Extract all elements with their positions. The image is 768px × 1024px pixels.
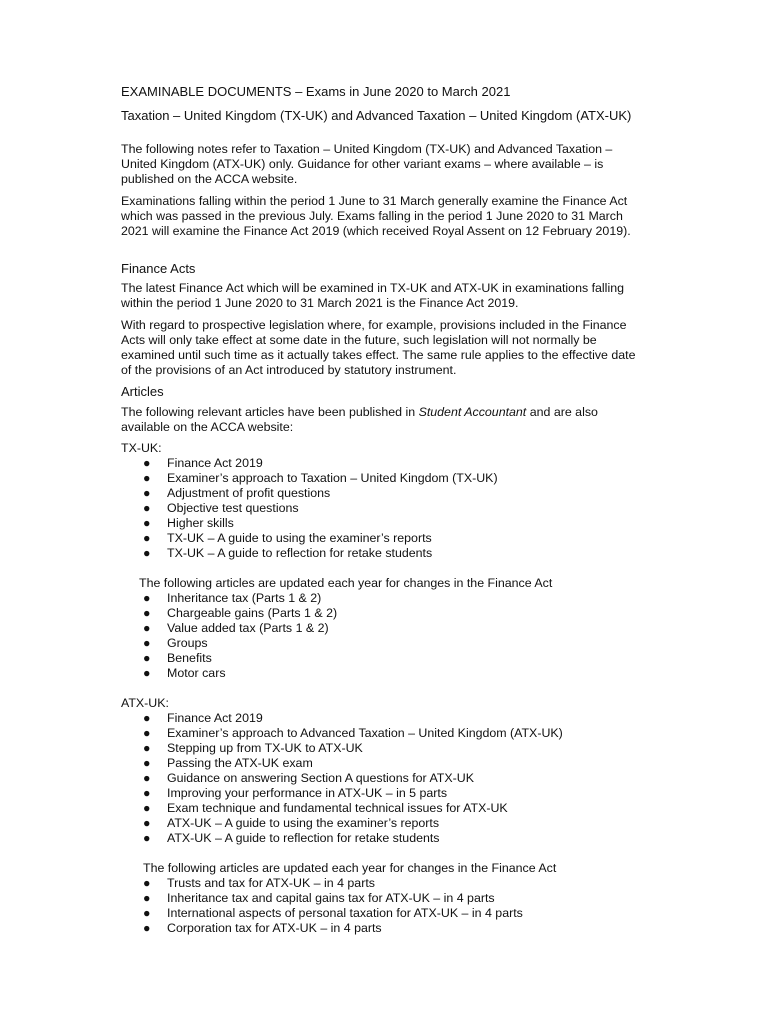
bullet-icon: ● <box>143 921 151 935</box>
article-list-item <box>0 501 498 516</box>
article-title: Improving your performance in ATX-UK – in 5 parts <box>167 786 448 800</box>
article-title: Examiner’s approach to Advanced Taxation – United Kingdom (ATX-UK) <box>167 726 563 740</box>
articles-intro <box>121 405 646 435</box>
article-list-item <box>0 906 523 921</box>
article-list-item <box>0 591 337 606</box>
tx-uk-updated-intro: The following articles are updated each year for changes in the Finance Act <box>139 576 553 590</box>
article-list-item <box>0 621 337 636</box>
article-title: Inheritance tax and capital gains tax for ATX-UK – in 4 parts <box>167 891 495 905</box>
bullet-icon: ● <box>143 756 151 770</box>
article-list-item <box>0 516 498 531</box>
bullet-icon: ● <box>143 471 151 485</box>
bullet-icon: ● <box>143 801 151 815</box>
article-title: Benefits <box>167 651 212 665</box>
article-title: Corporation tax for ATX-UK – in 4 parts <box>167 921 382 935</box>
article-list-item <box>0 471 498 486</box>
tx-uk-label: TX-UK: <box>121 441 162 455</box>
article-title: Value added tax (Parts 1 & 2) <box>167 621 329 635</box>
bullet-icon: ● <box>143 891 151 905</box>
article-title: Chargeable gains (Parts 1 & 2) <box>167 606 338 620</box>
article-list-item <box>0 831 563 846</box>
bullet-icon: ● <box>143 726 151 740</box>
bullet-icon: ● <box>143 771 151 785</box>
bullet-icon: ● <box>143 651 151 665</box>
atx-uk-updated-list <box>0 876 523 936</box>
article-list-item <box>0 756 563 771</box>
atx-uk-article-list <box>0 711 563 846</box>
student-accountant-title: Student Accountant <box>418 405 527 419</box>
bullet-icon: ● <box>143 666 151 680</box>
bullet-icon: ● <box>143 711 151 725</box>
bullet-icon: ● <box>143 456 151 470</box>
article-list-item <box>0 786 563 801</box>
article-list-item <box>0 636 337 651</box>
finance-acts-paragraph-2: With regard to prospective legislation where, for example, provisions included in the Finance Acts will only take effect at some date in the future, such legislation will not normally be examined until such time as it actually takes effect. The same rule applies to the effective date of the provisions of an Act introduced by statutory instrument. <box>121 318 636 377</box>
tx-uk-updated-list <box>0 591 337 681</box>
article-title: Higher skills <box>167 516 234 530</box>
atx-uk-label: ATX-UK: <box>121 696 169 710</box>
article-title: Objective test questions <box>167 501 299 515</box>
bullet-icon: ● <box>143 591 151 605</box>
article-list-item <box>0 921 523 936</box>
article-list-item <box>0 726 563 741</box>
article-list-item <box>0 711 563 726</box>
article-title: Examiner’s approach to Taxation – United Kingdom (TX-UK) <box>167 471 498 485</box>
tx-uk-article-list <box>0 456 498 561</box>
article-list-item <box>0 486 498 501</box>
article-list-item <box>0 891 523 906</box>
bullet-icon: ● <box>143 906 151 920</box>
finance-acts-heading: Finance Acts <box>121 261 196 276</box>
article-list-item <box>0 666 337 681</box>
article-title: Passing the ATX-UK exam <box>167 756 313 770</box>
bullet-icon: ● <box>143 546 151 560</box>
article-title: Finance Act 2019 <box>167 456 263 470</box>
article-list-item <box>0 531 498 546</box>
document-subtitle: Taxation – United Kingdom (TX-UK) and Advanced Taxation – United Kingdom (ATX-UK) <box>121 108 632 123</box>
article-list-item <box>0 801 563 816</box>
article-title: ATX-UK – A guide to reflection for retake students <box>167 831 440 845</box>
article-title: Guidance on answering Section A questions for ATX-UK <box>167 771 474 785</box>
articles-heading: Articles <box>121 384 164 399</box>
article-title: ATX-UK – A guide to using the examiner’s reports <box>167 816 440 830</box>
article-list-item <box>0 456 498 471</box>
article-list-item <box>0 816 563 831</box>
article-title: TX-UK – A guide to reflection for retake students <box>167 546 433 560</box>
article-list-item <box>0 771 563 786</box>
document-title: EXAMINABLE DOCUMENTS – Exams in June 2020 to March 2021 <box>121 84 511 99</box>
article-title: Inheritance tax (Parts 1 & 2) <box>167 591 322 605</box>
article-list-item <box>0 741 563 756</box>
bullet-icon: ● <box>143 501 151 515</box>
bullet-icon: ● <box>143 786 151 800</box>
article-title: Finance Act 2019 <box>167 711 263 725</box>
bullet-icon: ● <box>143 516 151 530</box>
article-title: Groups <box>167 636 208 650</box>
intro-paragraph-2: Examinations falling within the period 1 June to 31 March generally examine the Finance Act which was passed in the previous July. Exams falling in the period 1 June 2020 to 31 March 2021 will examine the Finance Act 2019 (which received Royal Assent on 12 February 2019). <box>121 194 631 238</box>
atx-uk-updated-intro: The following articles are updated each year for changes in the Finance Act <box>143 861 557 875</box>
article-title: Trusts and tax for ATX-UK – in 4 parts <box>167 876 375 890</box>
article-list-item <box>0 651 337 666</box>
bullet-icon: ● <box>143 486 151 500</box>
article-title: Motor cars <box>167 666 226 680</box>
article-title: Exam technique and fundamental technical issues for ATX-UK <box>167 801 508 815</box>
bullet-icon: ● <box>143 531 151 545</box>
articles-intro-text-end: and are also available on the ACCA website: <box>121 405 598 434</box>
intro-paragraph-1: The following notes refer to Taxation – United Kingdom (TX-UK) and Advanced Taxation – United Kingdom (ATX-UK) only. Guidance for other variant exams – where available – is published on the ACCA website. <box>121 142 613 186</box>
bullet-icon: ● <box>143 621 151 635</box>
article-title: Stepping up from TX-UK to ATX-UK <box>167 741 363 755</box>
article-title: TX-UK – A guide to using the examiner’s reports <box>167 531 432 545</box>
bullet-icon: ● <box>143 741 151 755</box>
article-title: Adjustment of profit questions <box>167 486 331 500</box>
bullet-icon: ● <box>143 816 151 830</box>
article-list-item <box>0 606 337 621</box>
article-list-item <box>0 546 498 561</box>
article-list-item <box>0 876 523 891</box>
bullet-icon: ● <box>143 636 151 650</box>
bullet-icon: ● <box>143 831 151 845</box>
articles-intro-text: The following relevant articles have been published in <box>121 405 419 419</box>
bullet-icon: ● <box>143 876 151 890</box>
article-title: International aspects of personal taxation for ATX-UK – in 4 parts <box>167 906 523 920</box>
finance-acts-paragraph-1: The latest Finance Act which will be examined in TX-UK and ATX-UK in examinations falling within the period 1 June 2020 to 31 March 2021 is the Finance Act 2019. <box>121 281 624 310</box>
bullet-icon: ● <box>143 606 151 620</box>
